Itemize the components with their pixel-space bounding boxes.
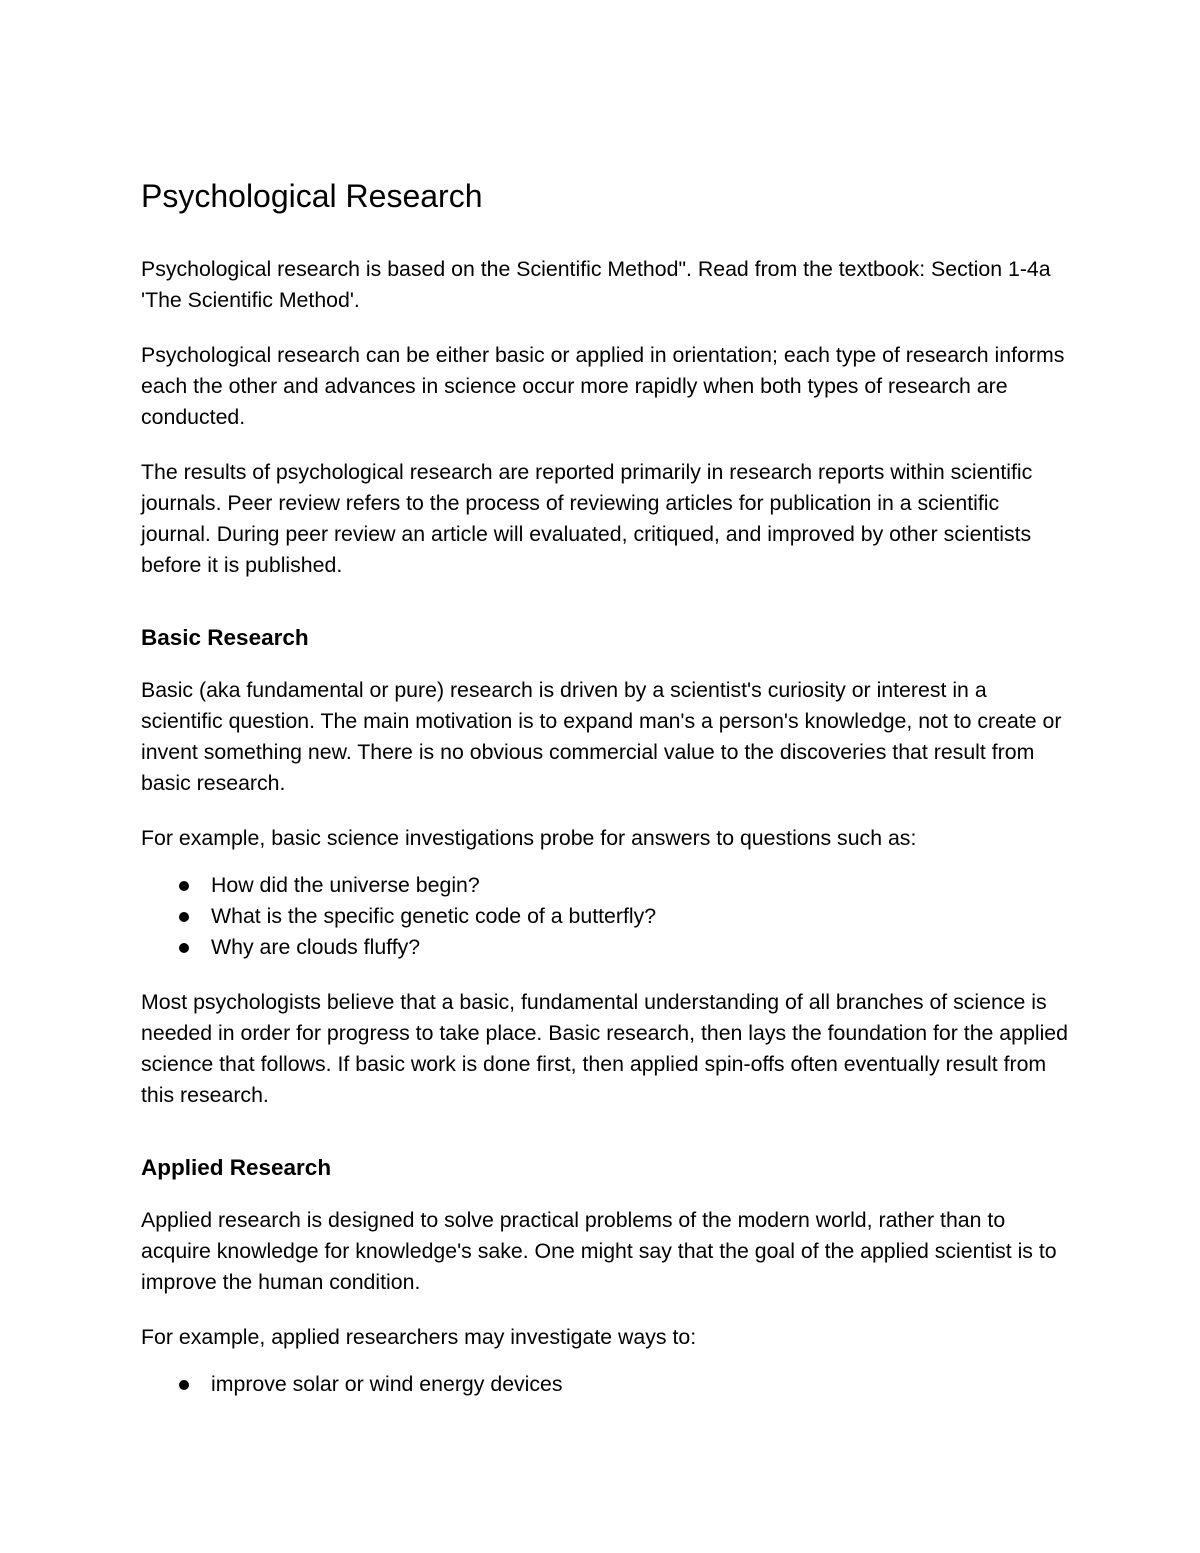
list-item	[141, 932, 1071, 963]
list-item	[141, 901, 1071, 932]
applied-research-paragraph-1: Applied research is designed to solve practical problems of the modern world, rather than to acquire knowledge for knowledge's sake. One might say that the goal of the applied scientist is to improve the human condition.	[141, 1208, 1057, 1294]
applied-research-list	[141, 1369, 1071, 1400]
document-page	[141, 172, 1071, 1424]
basic-research-heading: Basic Research	[141, 625, 309, 650]
basic-research-paragraph-3: Most psychologists believe that a basic, fundamental understanding of all branches of science is needed in order for progress to take place. Basic research, then lays the foundation for the applied science that follows. If basic work is done first, then applied spin-offs often eventually result from this research.	[141, 990, 1068, 1107]
bullet-icon	[179, 1380, 189, 1390]
intro-paragraph-1: Psychological research is based on the Scientific Method". Read from the textbook: Section 1-4a 'The Scientific Method'.	[141, 257, 1051, 312]
list-item-text: What is the specific genetic code of a butterfly?	[211, 904, 657, 928]
intro-paragraph-3: The results of psychological research are reported primarily in research reports within scientific journals. Peer review refers to the process of reviewing articles for publication in a scientific journal. During peer review an article will evaluated, critiqued, and improved by other scientists before it is published.	[141, 460, 1033, 577]
list-item	[141, 1369, 1071, 1400]
basic-research-question-list	[141, 870, 1071, 963]
list-item-text: improve solar or wind energy devices	[211, 1372, 563, 1396]
basic-research-paragraph-2: For example, basic science investigations probe for answers to questions such as:	[141, 826, 917, 850]
bullet-icon	[179, 881, 189, 891]
bullet-icon	[179, 912, 189, 922]
bullet-icon	[179, 943, 189, 953]
intro-paragraph-2: Psychological research can be either basic or applied in orientation; each type of research informs each the other and advances in science occur more rapidly when both types of research are conducted.	[141, 343, 1065, 429]
list-item-text: How did the universe begin?	[211, 873, 480, 897]
applied-research-paragraph-2: For example, applied researchers may investigate ways to:	[141, 1325, 697, 1349]
applied-research-heading: Applied Research	[141, 1155, 332, 1180]
basic-research-paragraph-1: Basic (aka fundamental or pure) research is driven by a scientist's curiosity or interest in a scientific question. The main motivation is to expand man's a person's knowledge, not to create or invent something new. There is no obvious commercial value to the discoveries that result from basic research.	[141, 678, 1062, 795]
list-item-text: Why are clouds fluffy?	[211, 935, 421, 959]
document-title: Psychological Research	[141, 178, 483, 214]
list-item	[141, 870, 1071, 901]
